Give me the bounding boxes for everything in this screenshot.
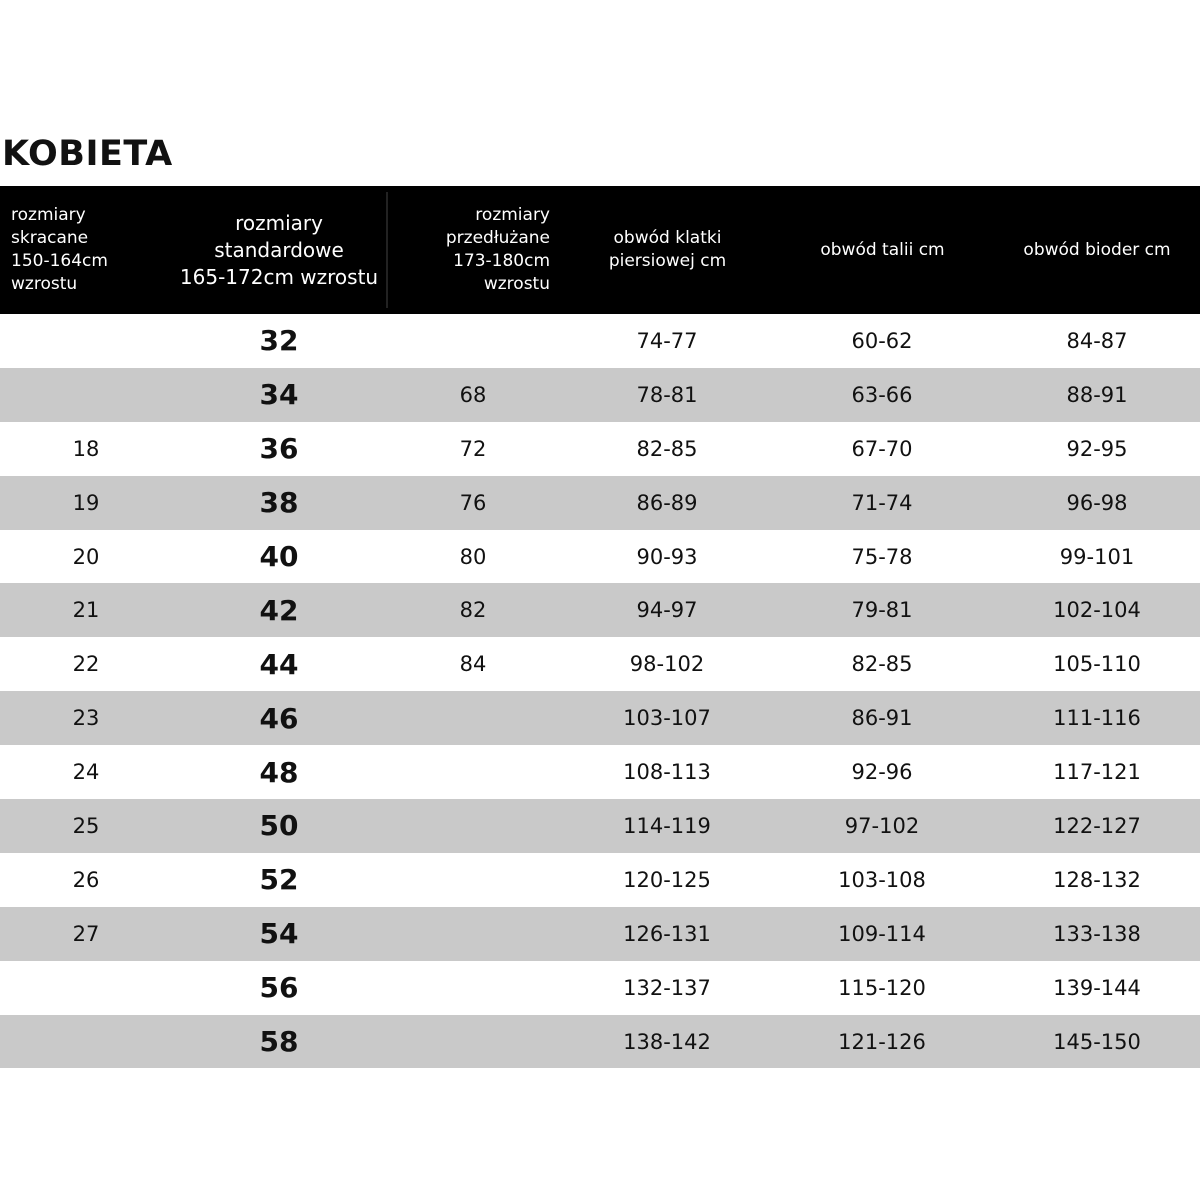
- cell-short-size: 25: [72, 813, 100, 838]
- cell-chest: 103-107: [623, 706, 711, 731]
- cell-long-size: [423, 907, 523, 961]
- cell-hips: 145-150: [1053, 1029, 1141, 1054]
- cell-standard-size: 52: [259, 863, 299, 897]
- table-row: [0, 637, 1200, 691]
- table-row: [0, 691, 1200, 745]
- cell-standard-size: 34: [259, 378, 299, 412]
- cell-long-size: [423, 691, 523, 745]
- cell-hips: 92-95: [1066, 436, 1128, 461]
- table-row: [0, 314, 1200, 368]
- cell-hips: 133-138: [1053, 921, 1141, 946]
- table-row: [0, 853, 1200, 907]
- cell-hips: 102-104: [1053, 598, 1141, 623]
- cell-waist: 67-70: [851, 436, 913, 461]
- page-title: KOBIETA: [2, 134, 173, 174]
- header-long-sizes: rozmiary przedłużane 173-180cm wzrostu: [445, 205, 550, 294]
- cell-long-size: [423, 314, 523, 368]
- cell-hips: 99-101: [1059, 544, 1135, 569]
- cell-chest: 108-113: [623, 760, 711, 785]
- header-standard-sizes: rozmiary standardowe 165-172cm wzrostu: [174, 186, 384, 314]
- cell-hips: 84-87: [1066, 328, 1128, 353]
- cell-hips: 96-98: [1066, 490, 1128, 515]
- cell-short-size: [36, 314, 136, 368]
- cell-waist: 75-78: [851, 544, 913, 569]
- table-row: [0, 583, 1200, 637]
- cell-short-size: 23: [72, 706, 100, 731]
- cell-waist: 121-126: [838, 1029, 926, 1054]
- cell-standard-size: 46: [259, 701, 299, 735]
- cell-short-size: 20: [72, 544, 100, 569]
- cell-chest: 126-131: [623, 921, 711, 946]
- cell-long-size: [423, 853, 523, 907]
- cell-long-size: [423, 961, 523, 1015]
- cell-long-size: [423, 745, 523, 799]
- cell-chest: 138-142: [623, 1029, 711, 1054]
- cell-short-size: 26: [72, 867, 100, 892]
- table-row: [0, 530, 1200, 584]
- cell-waist: 86-91: [851, 706, 913, 731]
- cell-short-size: 22: [72, 652, 100, 677]
- cell-waist: 60-62: [851, 328, 913, 353]
- cell-standard-size: 36: [259, 432, 299, 466]
- cell-hips: 128-132: [1053, 867, 1141, 892]
- table-row: [0, 368, 1200, 422]
- cell-chest: 94-97: [636, 598, 698, 623]
- cell-chest: 78-81: [636, 382, 698, 407]
- cell-long-size: 68: [459, 382, 487, 407]
- cell-standard-size: 48: [259, 755, 299, 789]
- cell-hips: 111-116: [1053, 706, 1141, 731]
- cell-standard-size: 56: [259, 971, 299, 1005]
- cell-hips: 88-91: [1066, 382, 1128, 407]
- cell-standard-size: 42: [259, 593, 299, 627]
- table-row: [0, 745, 1200, 799]
- table-row: [0, 476, 1200, 530]
- cell-hips: 139-144: [1053, 975, 1141, 1000]
- cell-short-size: [36, 368, 136, 422]
- cell-hips: 122-127: [1053, 813, 1141, 838]
- header-waist: obwód talii cm: [820, 239, 945, 260]
- table-row: [0, 422, 1200, 476]
- table-row: [0, 1015, 1200, 1069]
- cell-short-size: 24: [72, 760, 100, 785]
- table-row: [0, 799, 1200, 853]
- table-row: [0, 961, 1200, 1015]
- cell-short-size: 27: [72, 921, 100, 946]
- cell-chest: 98-102: [629, 652, 705, 677]
- cell-waist: 115-120: [838, 975, 926, 1000]
- cell-standard-size: 50: [259, 809, 299, 843]
- cell-chest: 114-119: [623, 813, 711, 838]
- cell-standard-size: 38: [259, 486, 299, 520]
- cell-chest: 86-89: [636, 490, 698, 515]
- cell-short-size: 18: [72, 436, 100, 461]
- cell-standard-size: 44: [259, 647, 299, 681]
- cell-long-size: 72: [459, 436, 487, 461]
- cell-short-size: [36, 1015, 136, 1069]
- cell-long-size: 80: [459, 544, 487, 569]
- cell-chest: 132-137: [623, 975, 711, 1000]
- cell-waist: 92-96: [851, 760, 913, 785]
- size-table: [0, 186, 1200, 1068]
- cell-chest: 120-125: [623, 867, 711, 892]
- cell-short-size: [36, 961, 136, 1015]
- cell-long-size: 76: [459, 490, 487, 515]
- cell-waist: 82-85: [851, 652, 913, 677]
- table-body: [0, 314, 1200, 1068]
- cell-hips: 105-110: [1053, 652, 1141, 677]
- cell-short-size: 19: [72, 490, 100, 515]
- cell-chest: 74-77: [636, 328, 698, 353]
- cell-long-size: 84: [459, 652, 487, 677]
- cell-long-size: [423, 1015, 523, 1069]
- cell-chest: 90-93: [636, 544, 698, 569]
- header-hips: obwód bioder cm: [1023, 239, 1171, 260]
- cell-long-size: [423, 799, 523, 853]
- header-short-sizes: rozmiary skracane 150-164cm wzrostu: [11, 205, 108, 294]
- cell-standard-size: 54: [259, 917, 299, 951]
- cell-waist: 63-66: [851, 382, 913, 407]
- table-header: [0, 186, 1200, 314]
- cell-standard-size: 32: [259, 324, 299, 358]
- cell-standard-size: 40: [259, 540, 299, 573]
- cell-waist: 71-74: [851, 490, 913, 515]
- cell-chest: 82-85: [636, 436, 698, 461]
- cell-short-size: 21: [72, 598, 100, 623]
- header-chest: obwód klatki piersiowej cm: [608, 228, 727, 271]
- cell-standard-size: 58: [259, 1025, 299, 1059]
- cell-waist: 79-81: [851, 598, 913, 623]
- cell-waist: 97-102: [844, 813, 920, 838]
- cell-hips: 117-121: [1053, 760, 1141, 785]
- cell-long-size: 82: [459, 598, 487, 623]
- cell-waist: 109-114: [838, 921, 926, 946]
- cell-waist: 103-108: [838, 867, 926, 892]
- table-row: [0, 907, 1200, 961]
- header-divider: [386, 192, 388, 308]
